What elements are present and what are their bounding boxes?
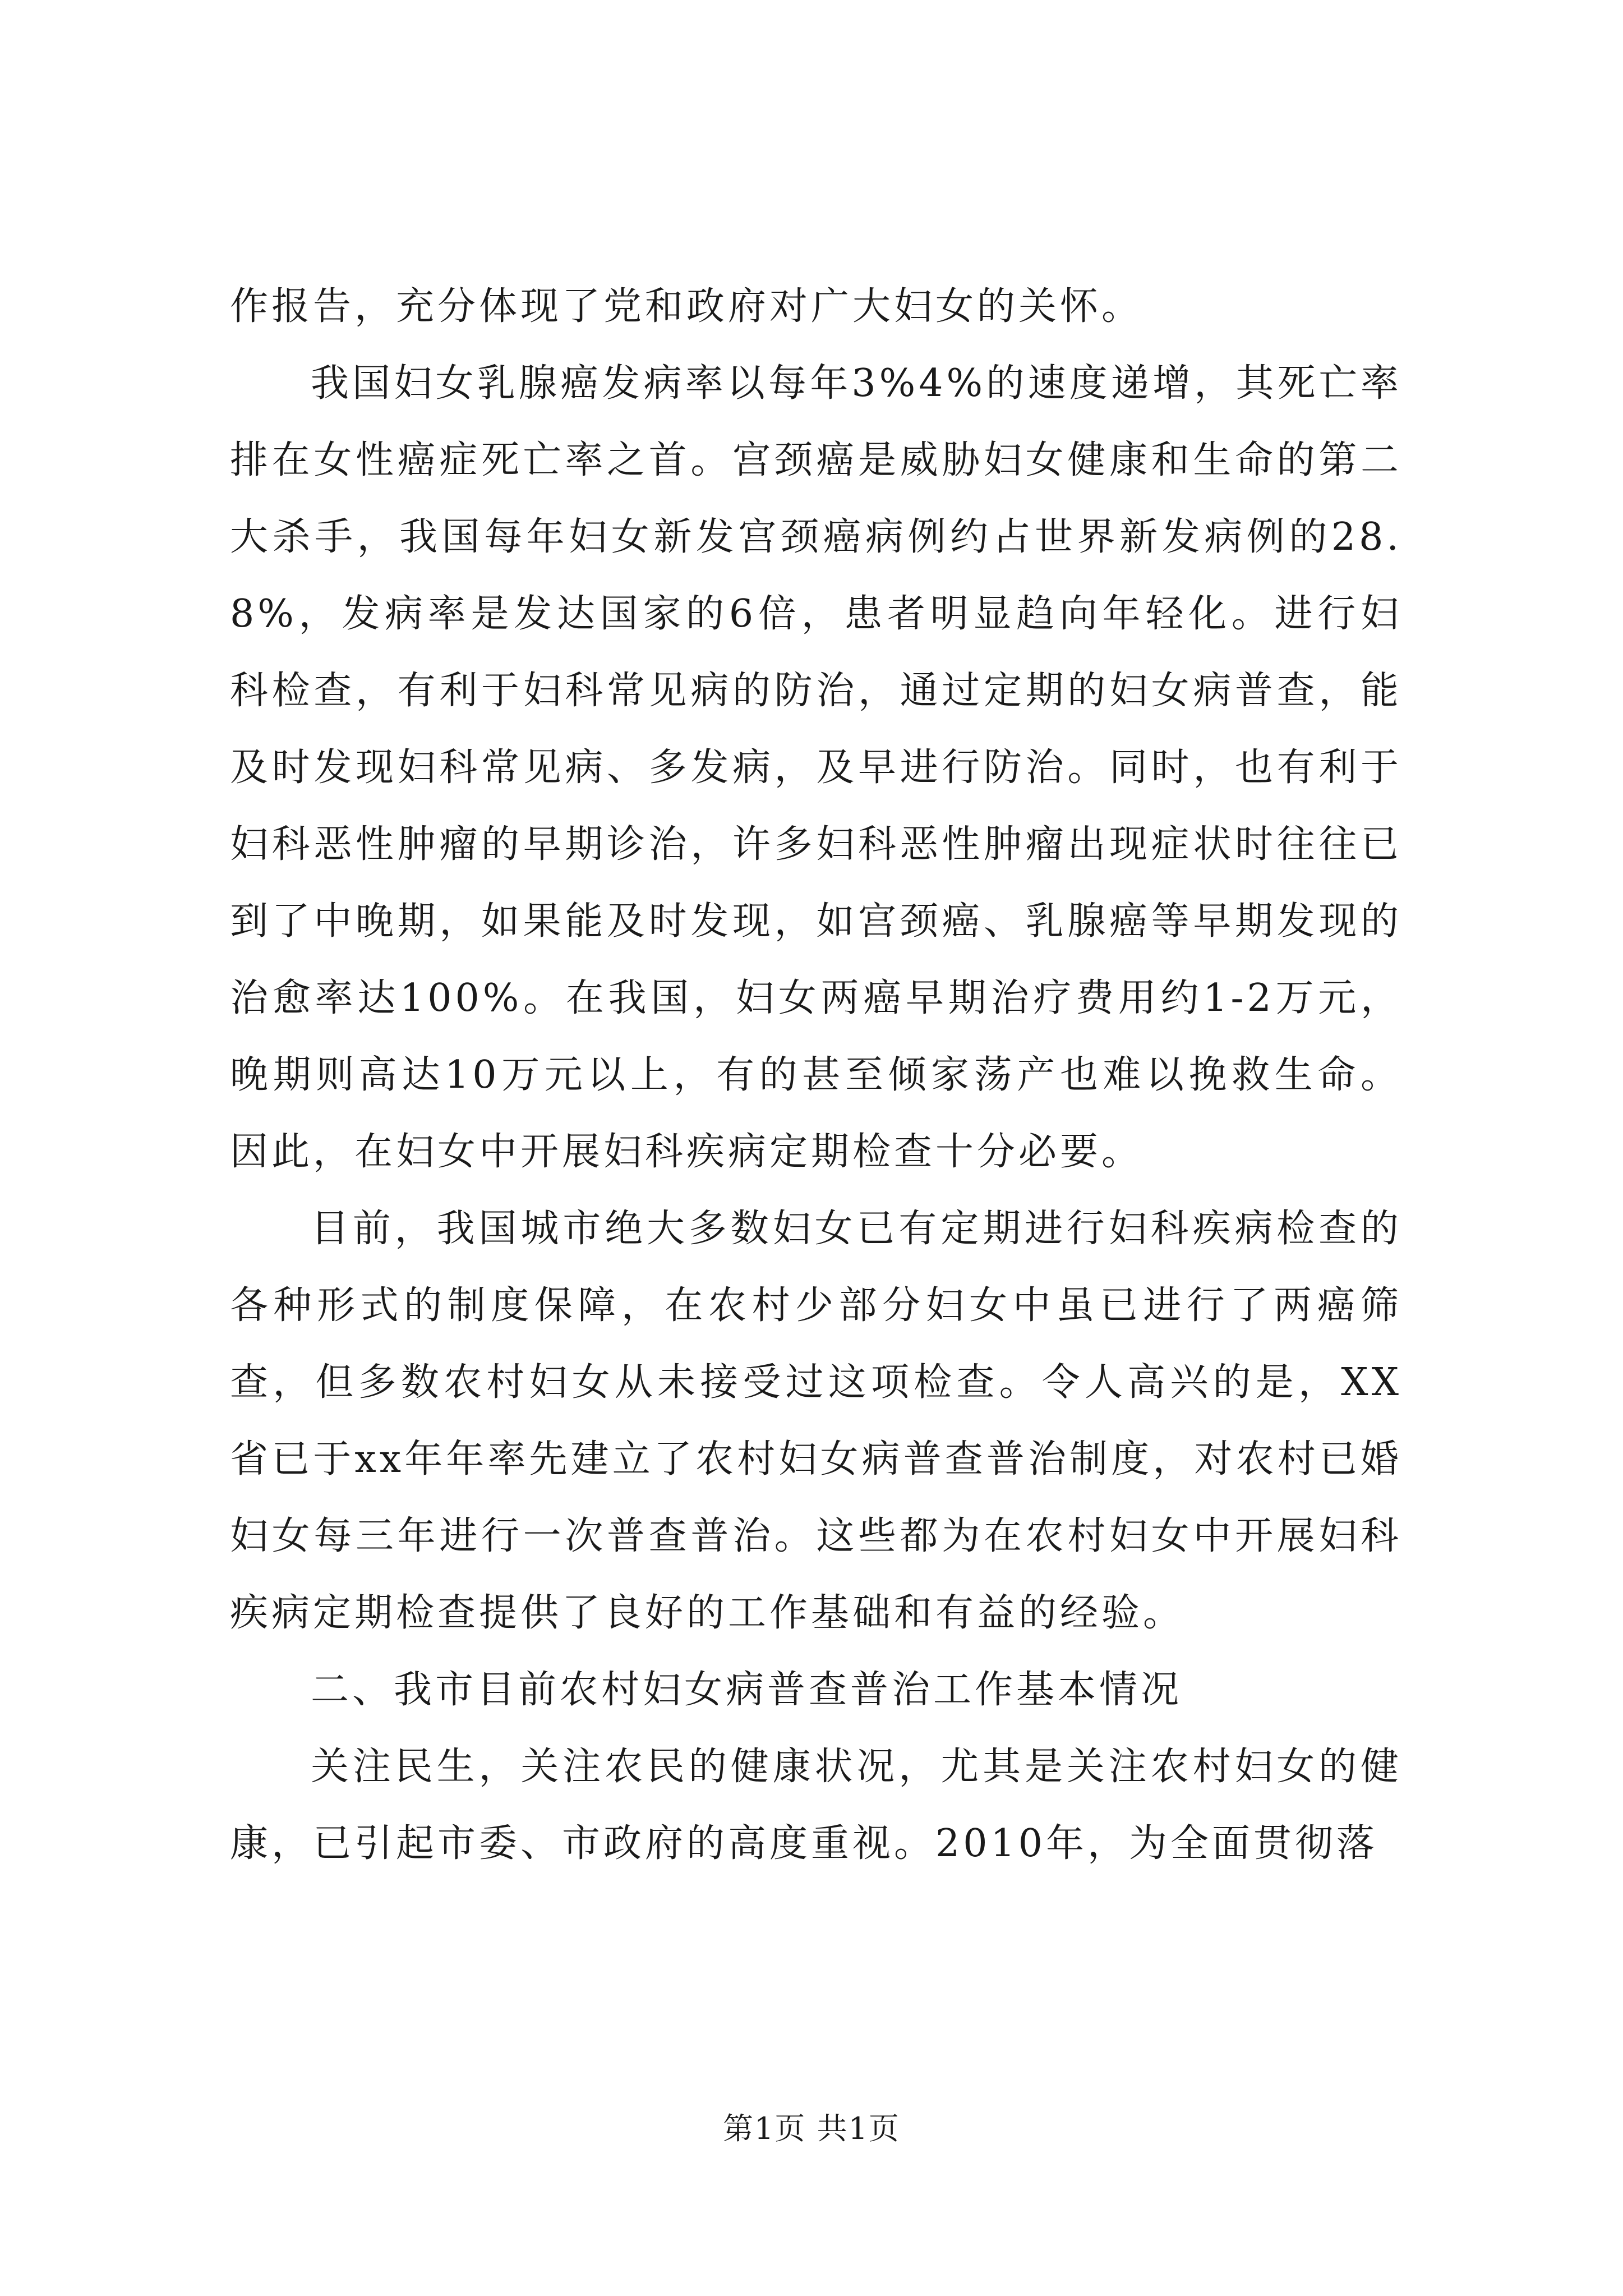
document-body <box>230 268 1402 1882</box>
page-footer: 第1页 共1页 <box>723 2111 900 2146</box>
paragraph-current-situation: 目前，我国城市绝大多数妇女已有定期进行妇科疾病检查的各种形式的制度保障，在农村少部分妇女中虽已进行了两癌筛查，但多数农村妇女从未接受过这项检查。令人高兴的是，XX省已于xx年年率先建立了农村妇女病普查普治制度，对农村已婚妇女每三年进行一次普查普治。这些都为在农村妇女中开展妇科疾病定期检查提供了良好的工作基础和有益的经验。 <box>230 1207 1402 1635</box>
paragraph-cancer-statistics: 我国妇女乳腺癌发病率以每年3%4%的速度递增，其死亡率排在女性癌症死亡率之首。宫颈癌是威胁妇女健康和生命的第二大杀手，我国每年妇女新发宫颈癌病例约占世界新发病例的28.8%，发病率是发达国家的6倍，患者明显趋向年轻化。进行妇科检查，有利于妇科常见病的防治，通过定期的妇女病普查，能及时发现妇科常见病、多发病，及早进行防治。同时，也有利于妇科恶性肿瘤的早期诊治，许多妇科恶性肿瘤出现症状时往往已到了中晚期，如果能及时发现，如宫颈癌、乳腺癌等早期发现的治愈率达100%。在我国，妇女两癌早期治疗费用约1-2万元，晚期则高达10万元以上，有的甚至倾家荡产也难以挽救生命。因此，在妇女中开展妇科疾病定期检查十分必要。 <box>230 361 1402 1174</box>
paragraph-livelihood: 关注民生，关注农民的健康状况，尤其是关注农村妇女的健康，已引起市委、市政府的高度重视。2010年，为全面贯彻落 <box>230 1745 1402 1866</box>
section-heading: 二、我市目前农村妇女病普查普治工作基本情况 <box>311 1668 1183 1712</box>
paragraph-continuation: 作报告，充分体现了党和政府对广大妇女的关怀。 <box>230 284 1144 329</box>
